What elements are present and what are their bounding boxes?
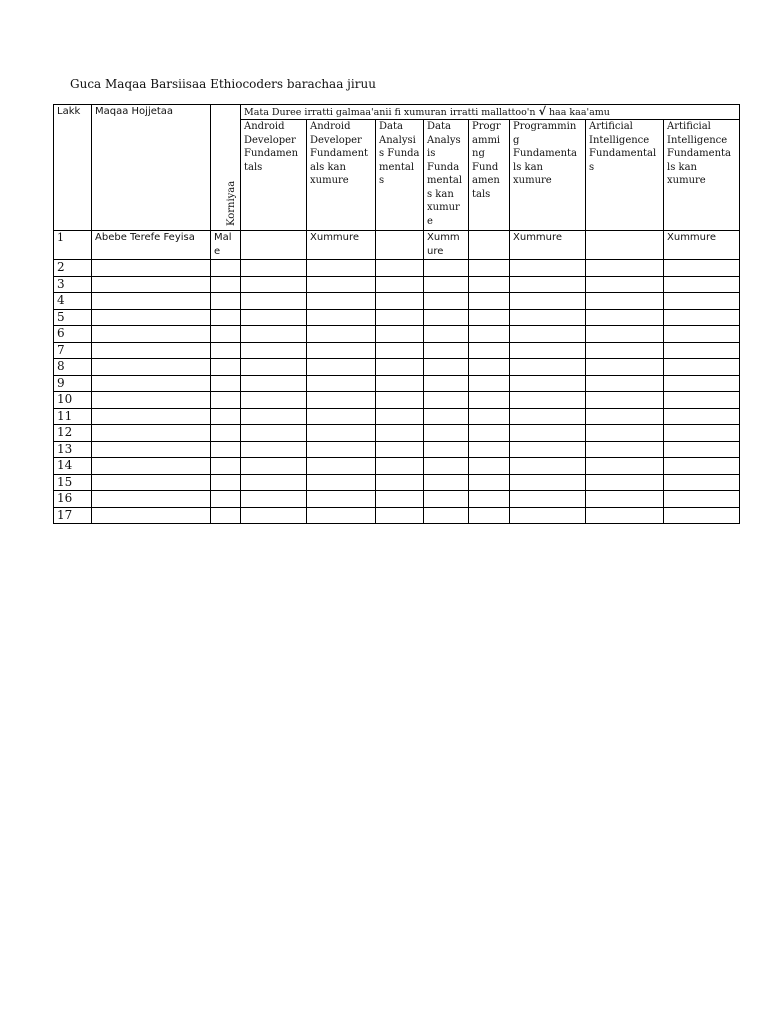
cell-course-status <box>424 491 469 508</box>
cell-course-status <box>241 491 307 508</box>
cell-course-status <box>376 309 424 326</box>
cell-name <box>92 425 211 442</box>
cell-course-status: Xummure <box>510 231 586 260</box>
cell-number: 6 <box>54 326 92 343</box>
cell-course-status <box>510 458 586 475</box>
cell-course-status <box>586 309 664 326</box>
header-course: Android Developer Fundamen tals <box>241 120 307 231</box>
table-row <box>54 408 740 425</box>
cell-course-status <box>424 293 469 310</box>
cell-course-status <box>241 392 307 409</box>
cell-course-status <box>469 408 510 425</box>
cell-course-status <box>424 474 469 491</box>
cell-name <box>92 293 211 310</box>
cell-course-status <box>241 231 307 260</box>
cell-course-status <box>664 425 740 442</box>
cell-number: 7 <box>54 342 92 359</box>
cell-name <box>92 375 211 392</box>
cell-number: 8 <box>54 359 92 376</box>
cell-course-status <box>424 458 469 475</box>
cell-gender <box>211 276 241 293</box>
cell-course-status <box>586 276 664 293</box>
cell-course-status <box>307 309 376 326</box>
cell-name: Abebe Terefe Feyisa <box>92 231 211 260</box>
cell-course-status <box>424 260 469 277</box>
cell-gender <box>211 260 241 277</box>
cell-course-status <box>469 441 510 458</box>
cell-gender: Mal e <box>211 231 241 260</box>
cell-course-status <box>586 359 664 376</box>
cell-course-status: Xumm ure <box>424 231 469 260</box>
cell-course-status <box>586 491 664 508</box>
cell-course-status <box>664 375 740 392</box>
cell-course-status <box>586 425 664 442</box>
cell-course-status <box>241 441 307 458</box>
header-course: Artificial Intelligence Fundamenta ls kan xumure <box>664 120 740 231</box>
cell-course-status <box>307 276 376 293</box>
cell-course-status <box>307 408 376 425</box>
cell-course-status <box>424 276 469 293</box>
cell-number: 14 <box>54 458 92 475</box>
cell-course-status <box>664 507 740 524</box>
cell-course-status <box>664 408 740 425</box>
cell-course-status <box>664 276 740 293</box>
cell-course-status <box>376 458 424 475</box>
cell-course-status <box>664 326 740 343</box>
cell-course-status <box>424 309 469 326</box>
cell-course-status <box>376 326 424 343</box>
header-course: Data Analysi s Funda mental s <box>376 120 424 231</box>
cell-name <box>92 342 211 359</box>
cell-course-status <box>307 326 376 343</box>
cell-course-status <box>376 507 424 524</box>
cell-name <box>92 458 211 475</box>
cell-name <box>92 474 211 491</box>
cell-course-status <box>376 276 424 293</box>
cell-course-status <box>586 408 664 425</box>
cell-gender <box>211 359 241 376</box>
cell-name <box>92 309 211 326</box>
cell-number: 2 <box>54 260 92 277</box>
cell-course-status <box>469 276 510 293</box>
cell-course-status <box>241 458 307 475</box>
cell-name <box>92 491 211 508</box>
cell-course-status <box>307 441 376 458</box>
cell-course-status <box>424 359 469 376</box>
cell-course-status <box>469 491 510 508</box>
table-row <box>54 491 740 508</box>
table-row <box>54 425 740 442</box>
cell-course-status <box>510 260 586 277</box>
cell-course-status <box>586 326 664 343</box>
cell-course-status <box>469 507 510 524</box>
cell-course-status <box>241 507 307 524</box>
cell-gender <box>211 342 241 359</box>
table-row <box>54 276 740 293</box>
cell-name <box>92 392 211 409</box>
cell-course-status <box>510 326 586 343</box>
cell-course-status <box>307 458 376 475</box>
table-row <box>54 441 740 458</box>
cell-course-status <box>307 392 376 409</box>
cell-number: 11 <box>54 408 92 425</box>
cell-course-status <box>469 375 510 392</box>
cell-course-status <box>586 474 664 491</box>
cell-gender <box>211 441 241 458</box>
table-row <box>54 392 740 409</box>
cell-name <box>92 507 211 524</box>
cell-course-status <box>469 309 510 326</box>
table-row <box>54 231 740 260</box>
header-name: Maqaa Hojjetaa <box>92 105 211 231</box>
cell-course-status <box>664 441 740 458</box>
cell-course-status <box>586 231 664 260</box>
cell-course-status <box>241 408 307 425</box>
table-row <box>54 507 740 524</box>
cell-course-status <box>510 309 586 326</box>
cell-course-status <box>510 392 586 409</box>
table-row <box>54 326 740 343</box>
cell-course-status <box>241 276 307 293</box>
cell-course-status <box>510 507 586 524</box>
cell-number: 16 <box>54 491 92 508</box>
cell-name <box>92 408 211 425</box>
cell-course-status <box>307 425 376 442</box>
cell-course-status <box>469 293 510 310</box>
cell-course-status <box>664 474 740 491</box>
cell-course-status <box>307 491 376 508</box>
cell-course-status <box>664 458 740 475</box>
table-row <box>54 260 740 277</box>
cell-course-status <box>376 342 424 359</box>
cell-course-status <box>510 276 586 293</box>
cell-course-status <box>241 375 307 392</box>
cell-course-status <box>424 408 469 425</box>
cell-gender <box>211 408 241 425</box>
cell-gender <box>211 458 241 475</box>
cell-course-status <box>307 507 376 524</box>
cell-course-status <box>469 474 510 491</box>
cell-course-status <box>664 491 740 508</box>
header-course: Artificial Intelligence Fundamental s <box>586 120 664 231</box>
cell-course-status <box>664 392 740 409</box>
cell-course-status <box>586 375 664 392</box>
cell-course-status <box>241 342 307 359</box>
cell-course-status <box>376 474 424 491</box>
cell-gender <box>211 507 241 524</box>
header-course-group <box>241 105 740 120</box>
cell-course-status <box>469 359 510 376</box>
cell-course-status <box>510 474 586 491</box>
cell-course-status <box>241 474 307 491</box>
table-row <box>54 359 740 376</box>
cell-course-status <box>469 425 510 442</box>
cell-course-status <box>510 342 586 359</box>
cell-course-status <box>376 260 424 277</box>
document-title: Guca Maqaa Barsiisaa Ethiocoders barachaa jiruu <box>70 77 376 91</box>
table-row <box>54 458 740 475</box>
cell-course-status <box>424 326 469 343</box>
cell-course-status <box>241 260 307 277</box>
cell-course-status <box>664 293 740 310</box>
cell-course-status <box>307 359 376 376</box>
cell-course-status <box>424 507 469 524</box>
cell-course-status <box>469 458 510 475</box>
cell-course-status <box>376 293 424 310</box>
cell-number: 5 <box>54 309 92 326</box>
cell-name <box>92 326 211 343</box>
cell-course-status <box>241 359 307 376</box>
cell-number: 17 <box>54 507 92 524</box>
cell-number: 4 <box>54 293 92 310</box>
cell-course-status <box>510 441 586 458</box>
cell-course-status <box>376 425 424 442</box>
cell-course-status <box>510 491 586 508</box>
cell-course-status <box>376 392 424 409</box>
cell-course-status <box>469 342 510 359</box>
cell-gender <box>211 293 241 310</box>
cell-course-status <box>510 293 586 310</box>
cell-course-status <box>510 375 586 392</box>
table-row <box>54 375 740 392</box>
cell-number: 1 <box>54 231 92 260</box>
header-course: Data Analys is Funda mental s kan xumur e <box>424 120 469 231</box>
cell-name <box>92 276 211 293</box>
cell-course-status <box>586 260 664 277</box>
table-row <box>54 474 740 491</box>
cell-gender <box>211 392 241 409</box>
trainee-table <box>53 104 740 524</box>
cell-course-status <box>586 392 664 409</box>
cell-course-status <box>307 375 376 392</box>
cell-course-status <box>376 408 424 425</box>
cell-course-status <box>664 342 740 359</box>
cell-course-status <box>307 260 376 277</box>
cell-course-status: Xummure <box>307 231 376 260</box>
table-row <box>54 342 740 359</box>
cell-course-status <box>241 425 307 442</box>
cell-course-status <box>664 260 740 277</box>
cell-course-status <box>241 293 307 310</box>
cell-course-status <box>376 359 424 376</box>
cell-number: 9 <box>54 375 92 392</box>
cell-gender <box>211 425 241 442</box>
cell-gender <box>211 375 241 392</box>
cell-gender <box>211 326 241 343</box>
cell-course-status <box>586 458 664 475</box>
cell-course-status <box>586 342 664 359</box>
cell-number: 12 <box>54 425 92 442</box>
table-row <box>54 309 740 326</box>
cell-course-status <box>376 375 424 392</box>
cell-course-status <box>307 474 376 491</box>
cell-course-status <box>424 392 469 409</box>
cell-name <box>92 441 211 458</box>
cell-course-status <box>376 441 424 458</box>
cell-course-status <box>469 392 510 409</box>
cell-course-status <box>376 231 424 260</box>
header-gender <box>211 105 241 231</box>
cell-course-status <box>510 408 586 425</box>
cell-course-status <box>664 309 740 326</box>
checkmark-icon: √ <box>538 105 546 118</box>
header-course: Progr ammi ng Fund amen tals <box>469 120 510 231</box>
header-course: Programmin g Fundamenta ls kan xumure <box>510 120 586 231</box>
cell-number: 13 <box>54 441 92 458</box>
cell-course-status <box>424 441 469 458</box>
cell-course-status <box>307 293 376 310</box>
header-course: Android Developer Fundament als kan xumure <box>307 120 376 231</box>
cell-course-status: Xummure <box>664 231 740 260</box>
header-course-group-text: Mata Duree irratti galmaa'anii fi xumuran irratti mallattoo'n <box>244 107 536 118</box>
cell-course-status <box>469 260 510 277</box>
cell-course-status <box>586 507 664 524</box>
header-course-group-text-end: haa kaa'amu <box>548 107 610 118</box>
cell-course-status <box>664 359 740 376</box>
cell-course-status <box>510 359 586 376</box>
cell-course-status <box>469 231 510 260</box>
cell-course-status <box>424 375 469 392</box>
cell-course-status <box>510 425 586 442</box>
cell-course-status <box>469 326 510 343</box>
cell-course-status <box>376 491 424 508</box>
cell-gender <box>211 474 241 491</box>
cell-course-status <box>424 425 469 442</box>
cell-course-status <box>424 342 469 359</box>
cell-course-status <box>307 342 376 359</box>
cell-course-status <box>586 293 664 310</box>
cell-course-status <box>586 441 664 458</box>
header-number: Lakk <box>54 105 92 231</box>
header-gender-label: Korniyaa <box>225 180 237 226</box>
cell-course-status <box>241 309 307 326</box>
cell-name <box>92 359 211 376</box>
cell-number: 10 <box>54 392 92 409</box>
cell-gender <box>211 491 241 508</box>
table-row <box>54 293 740 310</box>
cell-gender <box>211 309 241 326</box>
cell-number: 15 <box>54 474 92 491</box>
cell-name <box>92 260 211 277</box>
cell-number: 3 <box>54 276 92 293</box>
cell-course-status <box>241 326 307 343</box>
